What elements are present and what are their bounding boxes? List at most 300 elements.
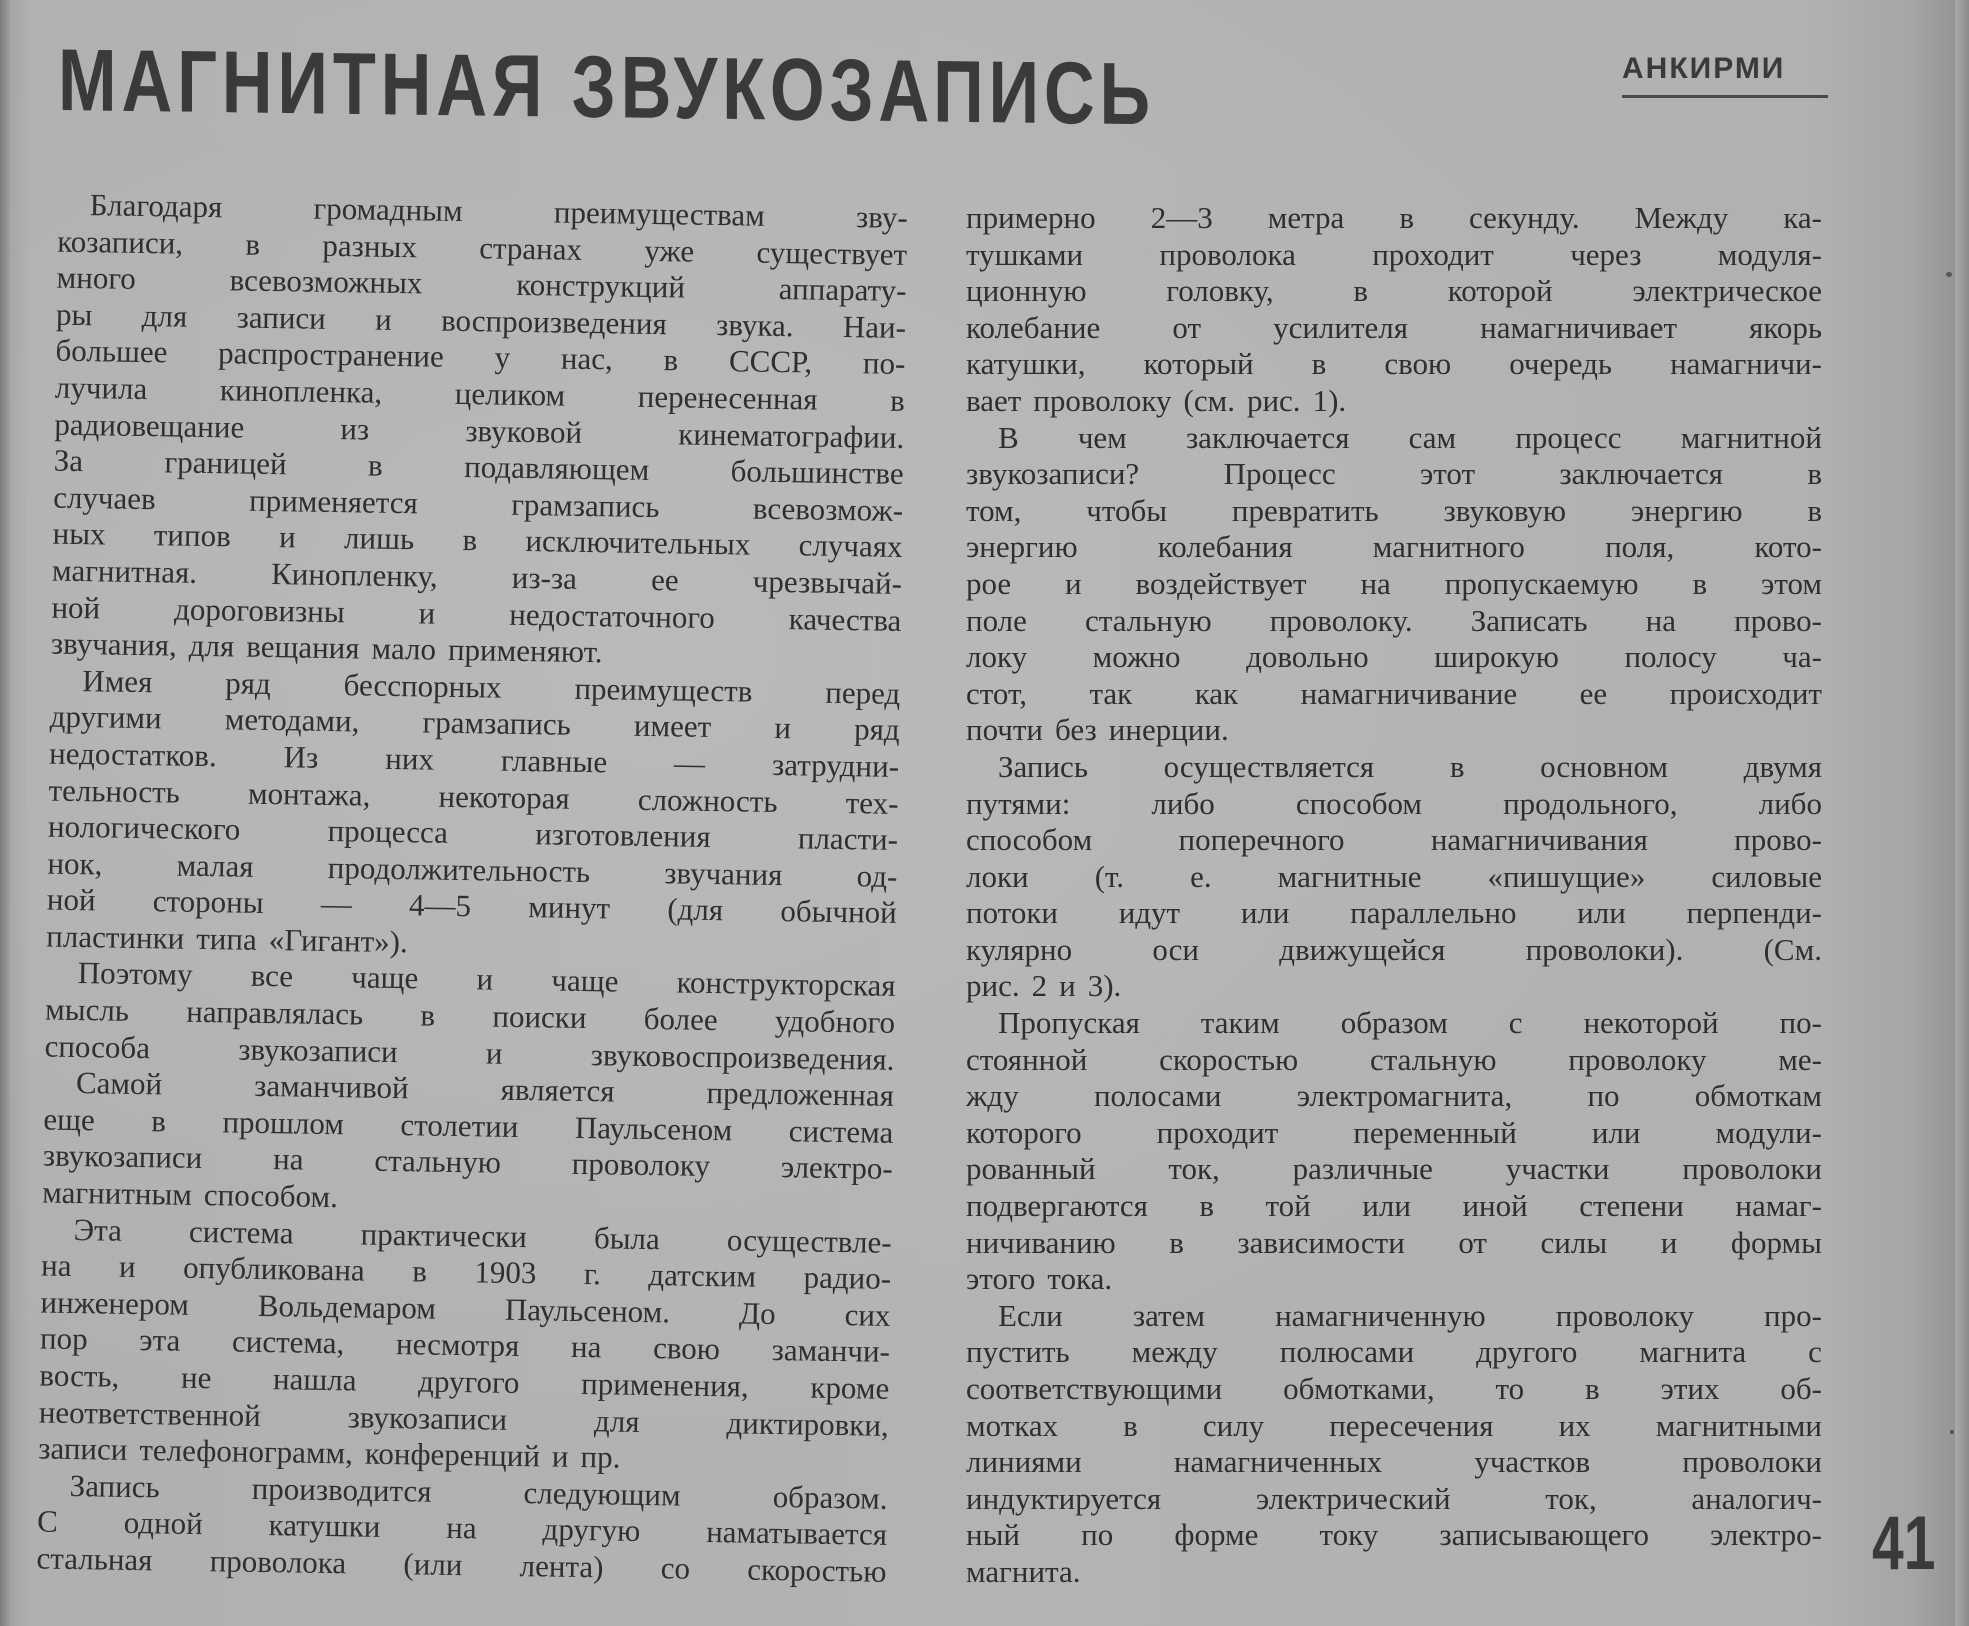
word: в — [1169, 1224, 1184, 1260]
word: затем — [1132, 1297, 1205, 1333]
word: пропускаемую — [1444, 565, 1639, 601]
word: чрезвычай- — [752, 563, 903, 601]
paper-speck — [1946, 272, 1952, 277]
word: 2 — [1031, 968, 1048, 1004]
word: распространение — [217, 335, 445, 375]
word: ной — [51, 589, 101, 625]
word: кулярно — [966, 931, 1073, 967]
word: их — [1558, 1407, 1591, 1443]
word: стоянной — [966, 1041, 1088, 1077]
word: странах — [478, 229, 583, 267]
word: дороговизны — [173, 591, 346, 629]
word: который — [1143, 346, 1254, 382]
word: пластинки — [46, 918, 185, 956]
text-line — [966, 310, 1822, 347]
word: по- — [1779, 1005, 1822, 1041]
word: в — [1807, 492, 1822, 528]
word: в — [245, 226, 261, 262]
word: мотках — [966, 1407, 1059, 1443]
word: г. — [583, 1256, 602, 1292]
word: бесспорных — [343, 666, 502, 705]
word: некоторая — [438, 778, 570, 816]
word: (т. — [1094, 858, 1124, 894]
word: Поэтому — [77, 955, 193, 993]
word: одной — [123, 1505, 204, 1542]
word: радио- — [803, 1259, 892, 1297]
word: была — [593, 1219, 661, 1256]
word: столетии — [400, 1106, 519, 1144]
page-number: 41 — [1872, 1501, 1936, 1586]
word: ток, — [1545, 1480, 1597, 1516]
word: ее — [1579, 675, 1608, 711]
text-line — [966, 639, 1822, 676]
text-line — [966, 749, 1822, 786]
word: другими — [49, 698, 162, 736]
word: способом — [966, 822, 1093, 858]
word: сам — [1408, 419, 1457, 455]
word: процесса — [327, 813, 449, 850]
word: якорь — [1749, 309, 1822, 345]
word: 4—5 — [408, 887, 472, 924]
word: (или — [403, 1546, 463, 1583]
word: или — [1577, 895, 1626, 931]
word: между — [1131, 1334, 1218, 1370]
word: процесс — [1515, 419, 1622, 455]
word: конструкторская — [676, 964, 896, 1004]
word: другую — [542, 1511, 641, 1549]
word: магнитного — [1372, 529, 1525, 565]
word: Пропуская — [998, 1005, 1140, 1041]
word: намагничивания — [1430, 822, 1648, 858]
word: скоростью — [747, 1551, 887, 1589]
word: обмоткам — [1694, 1078, 1822, 1114]
word: магнитным — [42, 1174, 193, 1212]
word: потоки — [966, 895, 1058, 931]
text-line — [966, 1005, 1822, 1042]
word: Вольдемаром — [257, 1287, 437, 1326]
article-author: АНКИРМИ — [1622, 52, 1786, 85]
word: обычной — [780, 893, 898, 931]
word: пр. — [580, 1439, 621, 1475]
word: перед — [825, 674, 901, 711]
word: в — [889, 382, 906, 418]
word: мысль — [44, 991, 130, 1028]
text-line — [966, 676, 1822, 713]
word: 1). — [1312, 382, 1347, 418]
word: разных — [322, 227, 418, 264]
text-line — [966, 603, 1822, 640]
text-column-right — [966, 200, 1822, 1591]
word: скоростью — [1159, 1041, 1299, 1077]
word: про- — [1764, 1297, 1822, 1333]
word: оси — [1152, 931, 1199, 967]
word: и — [118, 1248, 136, 1285]
word: этот — [1419, 456, 1476, 492]
word: производится — [251, 1470, 432, 1509]
word: большинстве — [730, 453, 904, 492]
word: ных — [52, 515, 106, 552]
word: силу — [1202, 1407, 1265, 1443]
text-line — [966, 566, 1822, 603]
word: рое — [966, 565, 1012, 601]
word: эта — [139, 1322, 181, 1359]
word: из-за — [511, 559, 578, 596]
word: в — [1807, 456, 1822, 492]
word: намагничивает — [1480, 309, 1677, 345]
word: типа — [196, 920, 258, 957]
word: магнитными — [1655, 1407, 1822, 1443]
word: конструкций — [516, 267, 686, 305]
text-line — [966, 273, 1822, 310]
word: уже — [644, 232, 695, 269]
word: том, — [966, 492, 1022, 528]
word: нашла — [272, 1361, 357, 1398]
word: применяется — [248, 482, 419, 521]
word: осуществле- — [726, 1221, 892, 1260]
word: способом. — [203, 1177, 339, 1215]
text-line — [966, 822, 1822, 859]
text-line — [966, 1444, 1822, 1481]
word: проходит — [1372, 236, 1494, 272]
word: кото- — [1754, 529, 1822, 565]
word: в — [367, 447, 383, 483]
word: проволоки — [1682, 1151, 1822, 1187]
word: на — [446, 1510, 477, 1546]
word: Паульсеном. — [504, 1291, 671, 1330]
word: идут — [1118, 895, 1181, 931]
word: для — [593, 1402, 640, 1439]
word: все — [250, 958, 294, 994]
word: электрическое — [1632, 273, 1822, 309]
word: чаще — [351, 959, 419, 996]
word: осуществляется — [1163, 748, 1375, 784]
word: звучания, — [50, 625, 178, 663]
word: Запись — [69, 1467, 160, 1505]
word: силы — [1540, 1224, 1608, 1260]
text-line — [966, 200, 1822, 237]
word: рис. — [966, 968, 1020, 1004]
word: записи — [236, 299, 327, 336]
word: различные — [1292, 1151, 1433, 1187]
word: зависимости — [1237, 1224, 1405, 1260]
word: участков — [1474, 1444, 1591, 1480]
word: пересечения — [1329, 1407, 1494, 1443]
word: или — [1240, 895, 1290, 931]
word: и — [774, 710, 792, 746]
word: с — [1808, 1334, 1822, 1370]
word: проволоку. — [1269, 602, 1413, 638]
word: границей — [164, 444, 287, 482]
word: 1903 — [474, 1254, 537, 1291]
word: продолжительность — [327, 849, 591, 889]
word: не — [180, 1359, 212, 1396]
word: сих — [844, 1296, 891, 1333]
word: «Гигант»). — [268, 921, 409, 960]
word: движущейся — [1279, 931, 1446, 967]
word: диктировки, — [726, 1404, 890, 1443]
word: свою — [1384, 346, 1452, 382]
word: нас, — [560, 340, 614, 377]
text-line — [966, 1078, 1822, 1115]
word: несмотря — [395, 1326, 520, 1364]
word: инерции. — [1108, 712, 1229, 748]
word: — — [320, 886, 353, 922]
text-line — [966, 1261, 1822, 1298]
word: Наи- — [842, 308, 907, 345]
word: модуля- — [1717, 236, 1822, 272]
word: довольно — [1246, 639, 1369, 675]
word: стальную — [1369, 1041, 1497, 1077]
word: в — [1353, 273, 1369, 309]
word: и — [1660, 1224, 1678, 1260]
word: козаписи, — [56, 223, 184, 261]
word: способом — [1295, 785, 1422, 821]
word: образом — [1340, 1005, 1448, 1041]
word: очередь — [1509, 346, 1613, 382]
word: обмотками, — [1283, 1371, 1435, 1406]
word: свою — [652, 1330, 721, 1367]
word: телефонограмм, — [139, 1432, 354, 1471]
word: еще — [43, 1101, 96, 1138]
word: электро- — [780, 1149, 894, 1187]
word: За — [53, 442, 84, 479]
word: проволоку — [1033, 382, 1172, 418]
word: и — [1059, 968, 1076, 1004]
word: вает — [966, 382, 1022, 418]
word: магнитной — [1680, 419, 1822, 455]
word: другого — [417, 1363, 520, 1401]
word: аппарату- — [778, 271, 907, 309]
word: заключается — [1185, 419, 1350, 455]
word: головку, — [1166, 273, 1274, 309]
word: току — [1319, 1517, 1379, 1553]
word: по- — [862, 345, 906, 382]
word: другого — [1476, 1334, 1578, 1370]
word: намагниченных — [1173, 1444, 1383, 1480]
word: СССР, — [728, 343, 813, 380]
word: звукозаписи — [237, 1031, 398, 1069]
word: методами, — [224, 701, 360, 739]
word: и — [485, 1035, 503, 1071]
word: кинематографии. — [678, 415, 905, 455]
word: звучания — [664, 854, 783, 892]
word: нологического — [47, 808, 241, 847]
word: способа — [44, 1028, 151, 1065]
word: стальную — [374, 1143, 502, 1181]
word: изготовления — [534, 816, 711, 855]
word: звукозаписи? — [966, 456, 1140, 492]
word: типов — [153, 517, 232, 554]
word: Самой — [75, 1065, 163, 1102]
word: той — [1265, 1188, 1311, 1224]
word: происходит — [1669, 675, 1822, 711]
word: ры — [55, 296, 93, 332]
word: преимуществ — [574, 670, 753, 709]
text-line — [966, 1225, 1822, 1262]
text-line — [966, 968, 1822, 1005]
word: система — [788, 1113, 894, 1150]
word: проволоку — [1568, 1041, 1707, 1077]
word: заключается — [1559, 456, 1723, 492]
word: силовые — [1711, 858, 1822, 894]
word: намагничи- — [1670, 346, 1822, 382]
word: и — [278, 519, 297, 555]
word: записывающего — [1439, 1517, 1649, 1553]
text-line — [966, 1334, 1822, 1371]
word: До — [738, 1295, 776, 1331]
word: с — [1508, 1005, 1523, 1041]
word: С — [36, 1503, 59, 1540]
word: на — [570, 1329, 602, 1365]
text-line — [966, 1042, 1822, 1079]
word: тех- — [845, 784, 899, 821]
word: (См. — [1763, 931, 1822, 967]
word: которого — [966, 1114, 1082, 1150]
word: грамзапись — [422, 704, 572, 743]
paper-speck — [1950, 1430, 1954, 1434]
word: звуковоспроизведения. — [590, 1036, 895, 1077]
word: ряд — [853, 711, 900, 748]
text-line — [966, 859, 1822, 896]
text-line — [966, 1188, 1822, 1225]
word: об- — [1780, 1371, 1822, 1406]
text-line — [966, 712, 1822, 749]
word: то — [1495, 1371, 1525, 1406]
word: электро- — [1710, 1517, 1822, 1553]
word: в — [411, 1253, 428, 1289]
word: в — [1123, 1407, 1138, 1443]
word: поля, — [1605, 529, 1675, 565]
word: катушки, — [966, 346, 1086, 382]
word: звуковую — [1443, 492, 1567, 528]
word: на — [1360, 565, 1391, 601]
text-line — [966, 895, 1822, 932]
word: чем — [1077, 419, 1127, 455]
word: мало — [371, 630, 437, 667]
text-line — [966, 237, 1822, 274]
word: звукозаписи — [42, 1137, 203, 1176]
text-line — [966, 493, 1822, 530]
word: и — [374, 301, 393, 337]
word: параллельно — [1350, 895, 1517, 931]
text-line — [966, 786, 1822, 823]
word: преимуществам — [553, 194, 766, 233]
word: Эта — [73, 1211, 123, 1248]
word: либо — [1151, 785, 1215, 821]
word: превратить — [1231, 492, 1379, 528]
word: «пишущие» — [1487, 858, 1646, 894]
word: практически — [360, 1216, 528, 1254]
word: следующим — [523, 1474, 681, 1513]
word: прошлом — [222, 1104, 345, 1142]
word: для — [188, 627, 235, 664]
word: система — [188, 1213, 294, 1251]
page-left-edge-shadow — [0, 0, 10, 1626]
text-line — [966, 456, 1822, 493]
word: всевозможных — [229, 262, 423, 301]
word: Запись — [998, 748, 1088, 784]
word: — — [673, 745, 706, 781]
word: ток, — [1168, 1151, 1220, 1187]
word: од- — [856, 857, 898, 894]
word: модули- — [1715, 1114, 1822, 1150]
word: недостатков. — [48, 735, 218, 774]
text-line — [966, 1115, 1822, 1152]
word: стальную — [1085, 602, 1212, 638]
word: или — [1591, 1114, 1641, 1150]
word: в — [462, 522, 478, 558]
word: случаях — [798, 527, 903, 565]
word: по — [1081, 1517, 1114, 1553]
word: нок, — [47, 845, 103, 882]
word: намаг- — [1735, 1188, 1822, 1224]
word: перпенди- — [1686, 895, 1822, 931]
word: образом. — [772, 1478, 888, 1516]
word: перенесенная — [637, 378, 818, 417]
word: громадным — [313, 190, 463, 229]
word: Паульсеном — [574, 1109, 733, 1148]
article-title: МАГНИТНАЯ ЗВУКОЗАПИСЬ — [58, 30, 1155, 144]
word: система, — [231, 1323, 345, 1361]
word: намагниченную — [1275, 1297, 1486, 1333]
word: Имея — [82, 662, 153, 699]
word: более — [643, 1001, 718, 1038]
word: минут — [528, 889, 611, 926]
word: ной — [46, 881, 96, 918]
word: зву- — [855, 199, 908, 235]
word: датским — [648, 1257, 757, 1294]
word: направлялась — [186, 993, 364, 1032]
word: степени — [1579, 1188, 1684, 1224]
word: электромагнита, — [1296, 1078, 1513, 1114]
word: ничиванию — [966, 1224, 1116, 1260]
word: (для — [667, 891, 724, 928]
word: опубликована — [182, 1249, 365, 1288]
word: недостаточного — [509, 596, 716, 635]
word: ме- — [1778, 1041, 1822, 1077]
word: заманчи- — [771, 1332, 891, 1370]
word: проволока — [209, 1543, 347, 1581]
word: аналогич- — [1691, 1480, 1822, 1516]
word: магнита — [1639, 1334, 1747, 1370]
word: через — [1570, 236, 1642, 272]
word: целиком — [454, 375, 566, 413]
text-line — [966, 1298, 1822, 1335]
word: радиовещание — [54, 406, 245, 445]
word: существует — [756, 234, 908, 272]
word: звуковой — [465, 412, 583, 450]
word: колебания — [1157, 529, 1293, 565]
word: применения, — [580, 1366, 749, 1404]
word: Благодаря — [89, 187, 223, 225]
word: рис. — [1246, 382, 1301, 418]
word: проволоку — [1555, 1297, 1694, 1333]
word: в — [151, 1103, 167, 1139]
word: полюсами — [1279, 1334, 1415, 1370]
word: либо — [1758, 785, 1822, 821]
word: поле — [966, 602, 1027, 638]
page-right-edge-shadow — [1955, 0, 1969, 1626]
word: грамзапись — [510, 486, 660, 524]
word: чтобы — [1086, 492, 1168, 528]
word: прово- — [1734, 602, 1822, 638]
word: и — [551, 1438, 569, 1475]
word: магнита. — [966, 1553, 1081, 1589]
word: поперечного — [1178, 822, 1345, 858]
word: некоторой — [1583, 1005, 1719, 1041]
word: переменный — [1353, 1114, 1517, 1150]
word: основном — [1540, 748, 1668, 784]
